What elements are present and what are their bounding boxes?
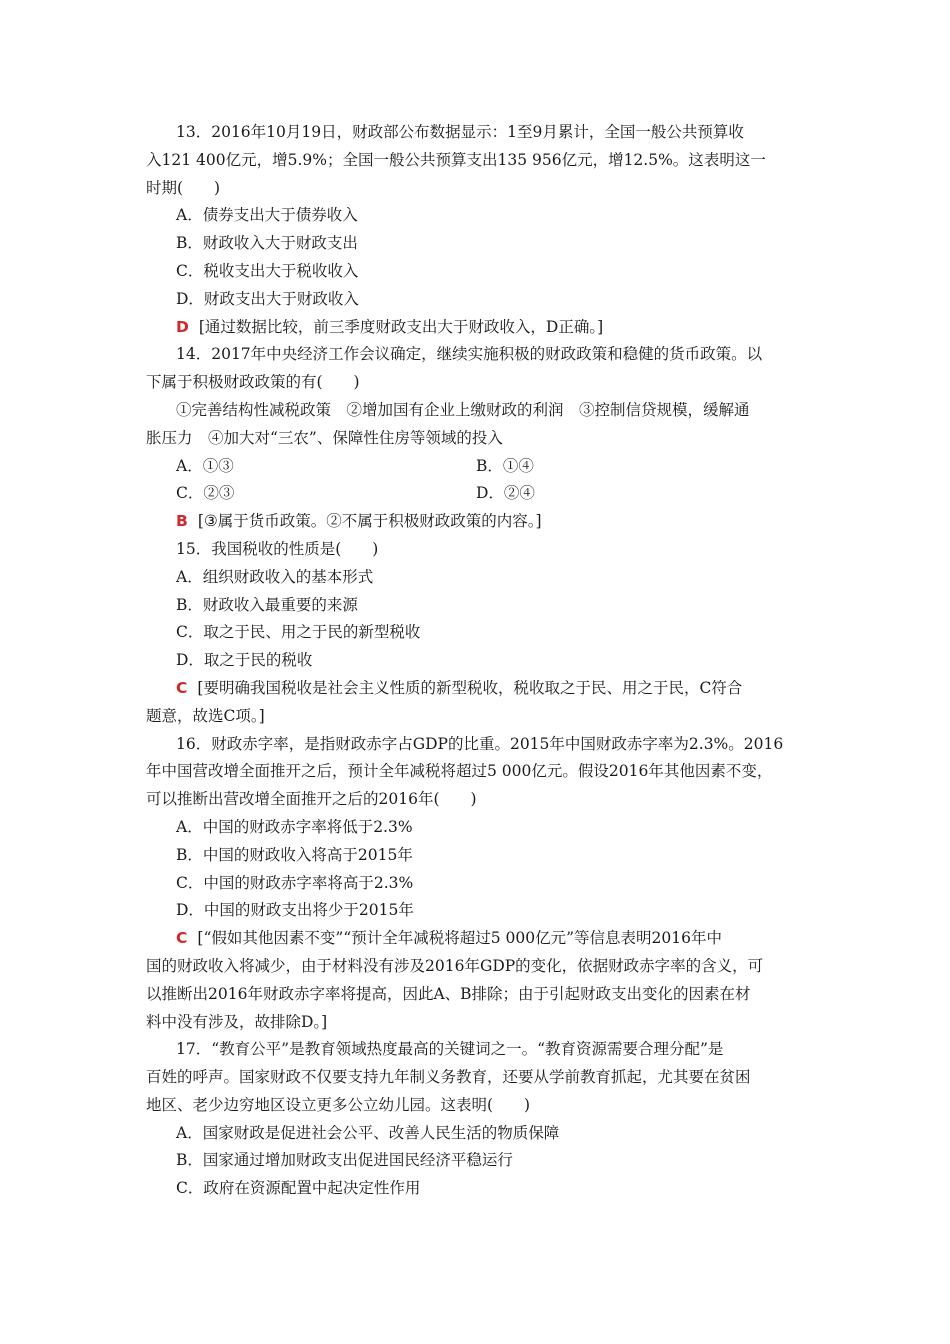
answer-letter: C xyxy=(176,678,188,697)
option-a: A．中国的财政赤字率将低于2.3% xyxy=(176,817,413,836)
answer-letter: B xyxy=(176,512,188,531)
question-stem-line: 年中国营改增全面推开之后，预计全年减税将超过5 000亿元。假设2016年其他因素不变， xyxy=(146,762,773,781)
explanation-text: [通过数据比较，前三季度财政支出大于财政收入，D正确。] xyxy=(198,317,604,336)
question-stem-line: 可以推断出营改增全面推开之后的2016年( ) xyxy=(146,790,477,809)
question-stem-line: 时期( ) xyxy=(146,178,221,197)
option-a: A．国家财政是促进社会公平、改善人民生活的物质保障 xyxy=(176,1123,560,1142)
answer-explanation xyxy=(146,925,814,953)
explanation-text: [“假如其他因素不变”“预计全年减税将超过5 000亿元”等信息表明2016年中 xyxy=(197,929,722,948)
question-stem-line: 16．财政赤字率，是指财政赤字占GDP的比重。2015年中国财政赤字率为2.3%。2016 xyxy=(176,734,784,753)
statement-line: ①完善结构性减税政策 ②增加国有企业上缴财政的利润 ③控制信贷规模，缓解通 xyxy=(176,400,750,419)
option-c: C．取之于民、用之于民的新型税收 xyxy=(176,623,421,642)
option-a: A．组织财政收入的基本形式 xyxy=(176,567,374,586)
answer-letter: D xyxy=(176,317,189,336)
question-list xyxy=(146,119,814,1203)
question-stem-line: 入121 400亿元，增5.9%；全国一般公共预算支出135 956亿元，增12.5%。这表明这一 xyxy=(146,150,766,169)
option-c: C．税收支出大于税收收入 xyxy=(176,261,359,280)
option-b: B．中国的财政收入将高于2015年 xyxy=(176,845,413,864)
question-13 xyxy=(146,119,814,341)
question-stem-line: 地区、老少边穷地区设立更多公立幼儿园。这表明( ) xyxy=(146,1095,531,1114)
answer-explanation xyxy=(146,508,814,536)
explanation-text: [要明确我国税收是社会主义性质的新型税收，税收取之于民、用之于民，C符合 xyxy=(197,678,743,697)
question-stem-line: 14．2017年中央经济工作会议确定，继续实施积极的财政政策和稳健的货币政策。以 xyxy=(176,345,763,364)
option-c: C．中国的财政赤字率将高于2.3% xyxy=(176,873,414,892)
option-c: C．政府在资源配置中起决定性作用 xyxy=(176,1179,421,1198)
explanation-text: 国的财政收入将减少，由于材料没有涉及2016年GDP的变化，依据财政赤字率的含义，可 xyxy=(146,956,764,975)
question-stem-line: 百姓的呼声。国家财政不仅要支持九年制义务教育，还要从学前教育抓起，尤其要在贫困 xyxy=(146,1068,751,1087)
explanation-text: [③属于货币政策。②不属于积极财政政策的内容。] xyxy=(197,512,542,531)
explanation-text: 题意，故选C项。] xyxy=(146,706,265,725)
option-b: B．财政收入大于财政支出 xyxy=(176,234,358,253)
option-b: B．财政收入最重要的来源 xyxy=(176,595,358,614)
explanation-text: 料中没有涉及，故排除D。] xyxy=(146,1012,328,1031)
answer-explanation xyxy=(146,675,814,703)
option-c: C．②③ xyxy=(176,484,235,503)
option-b: B．国家通过增加财政支出促进国民经济平稳运行 xyxy=(176,1151,513,1170)
option-row xyxy=(146,480,814,508)
question-stem-line: 下属于积极财政政策的有( ) xyxy=(146,373,360,392)
question-17 xyxy=(146,1036,814,1203)
option-a: A．①③ xyxy=(176,456,234,475)
question-stem-line: 13．2016年10月19日，财政部公布数据显示：1至9月累计，全国一般公共预算收 xyxy=(176,123,744,141)
statement-line: 胀压力 ④加大对“三农”、保障性住房等领域的投入 xyxy=(146,428,503,447)
answer-letter: C xyxy=(176,929,188,948)
option-d: D．②④ xyxy=(476,484,535,503)
question-16 xyxy=(146,731,814,1037)
option-a: A．债券支出大于债券收入 xyxy=(176,206,358,225)
option-d: D．取之于民的税收 xyxy=(176,651,313,670)
question-15 xyxy=(146,536,814,731)
option-d: D．中国的财政支出将少于2015年 xyxy=(176,901,414,920)
question-stem-line: 17．“教育公平”是教育领域热度最高的关键词之一。“教育资源需要合理分配”是 xyxy=(176,1040,724,1059)
option-d: D．财政支出大于财政收入 xyxy=(176,289,359,308)
question-14 xyxy=(146,341,814,536)
explanation-text: 以推断出2016年财政赤字率将提高，因此A、B排除；由于引起财政支出变化的因素在材 xyxy=(146,984,751,1003)
option-b: B．①④ xyxy=(476,456,534,475)
question-stem-line: 15．我国税收的性质是( ) xyxy=(176,539,379,558)
answer-explanation xyxy=(146,314,814,342)
option-row xyxy=(146,453,814,481)
